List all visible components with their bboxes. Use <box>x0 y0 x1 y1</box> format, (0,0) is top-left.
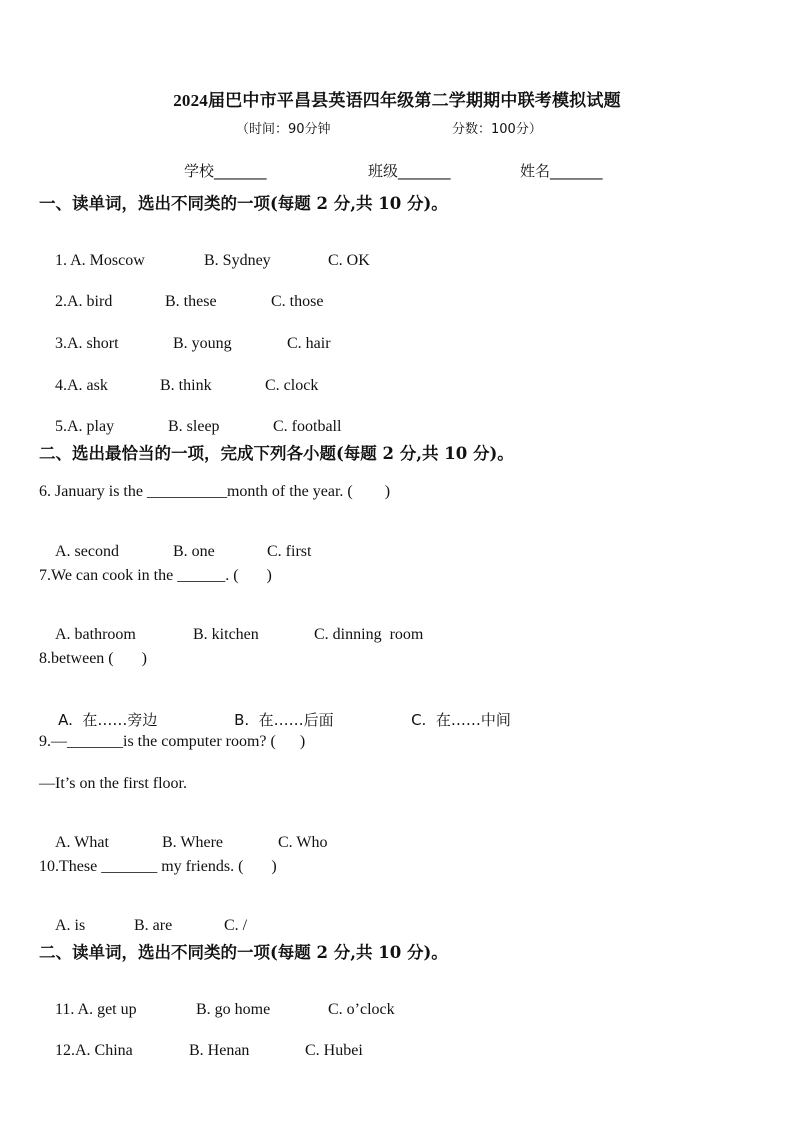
q5-option-a: 5.A. play <box>55 418 115 435</box>
question-9-stem: 9.—_______is the computer room? ( ) <box>39 733 306 750</box>
q4-option-a: 4.A. ask <box>55 377 108 394</box>
question-12 <box>39 1024 363 1078</box>
q3-option-c: C. hair <box>287 335 331 352</box>
q2-option-a: 2.A. bird <box>55 293 113 310</box>
q11-option-c: C. o’clock <box>328 1001 395 1018</box>
q1-option-a: 1. A. Moscow <box>55 252 145 269</box>
q5-option-c: C. football <box>273 418 342 435</box>
q6-option-a: A. second <box>55 543 119 560</box>
name-field: 姓名_______ <box>520 162 603 180</box>
q2-option-b: B. these <box>165 293 217 310</box>
question-8-stem: 8.between ( ) <box>39 650 147 667</box>
class-field: 班级_______ <box>368 162 451 180</box>
q10-option-c: C. / <box>224 917 248 934</box>
section-heading-2: 二、选出最恰当的一项，完成下列各小题(每题 2 分,共 10 分)。 <box>39 444 514 463</box>
q11-option-a: 11. A. get up <box>55 1001 137 1018</box>
q7-option-a: A. bathroom <box>55 626 136 643</box>
q10-option-a: A. is <box>55 917 86 934</box>
q3-option-b: B. young <box>173 335 232 352</box>
section-heading-1: 一、读单词，选出不同类的一项(每题 2 分,共 10 分)。 <box>39 194 448 213</box>
question-6-stem: 6. January is the __________month of the year. ( ) <box>39 483 391 500</box>
q2-option-c: C. those <box>271 293 324 310</box>
q12-option-a: 12.A. China <box>55 1042 133 1059</box>
q11-option-b: B. go home <box>196 1001 271 1018</box>
q9-option-b: B. Where <box>162 834 224 851</box>
q3-option-a: 3.A. short <box>55 335 119 352</box>
q9-option-a: A. What <box>55 834 109 851</box>
exam-score: 分数：100分） <box>452 122 542 137</box>
q8-option-b: B. 在……后面 <box>234 711 334 729</box>
q7-option-b: B. kitchen <box>193 626 259 643</box>
page-title: 2024届巴中市平昌县英语四年级第二学期期中联考模拟试题 <box>173 91 621 110</box>
q6-option-b: B. one <box>173 543 215 560</box>
q10-option-b: B. are <box>134 917 173 934</box>
school-field: 学校_______ <box>184 162 267 180</box>
q7-option-c: C. dinning room <box>314 626 424 643</box>
q12-option-c: C. Hubei <box>305 1042 363 1059</box>
question-10-stem: 10.These _______ my friends. ( ) <box>39 858 277 875</box>
q5-option-b: B. sleep <box>168 418 220 435</box>
exam-time: （时间：90分钟 <box>236 122 331 137</box>
question-9-answer: —It’s on the first floor. <box>39 775 187 792</box>
q12-option-b: B. Henan <box>189 1042 250 1059</box>
q8-option-c: C. 在……中间 <box>411 711 511 729</box>
q4-option-b: B. think <box>160 377 212 394</box>
q8-option-a: A. 在……旁边 <box>58 711 158 729</box>
question-7-stem: 7.We can cook in the ______. ( ) <box>39 567 272 584</box>
q9-option-c: C. Who <box>278 834 328 851</box>
q6-option-c: C. first <box>267 543 312 560</box>
section-heading-3: 二、读单词，选出不同类的一项(每题 2 分,共 10 分)。 <box>39 943 448 962</box>
q4-option-c: C. clock <box>265 377 319 394</box>
q1-option-b: B. Sydney <box>204 252 271 269</box>
q1-option-c: C. OK <box>328 252 370 269</box>
